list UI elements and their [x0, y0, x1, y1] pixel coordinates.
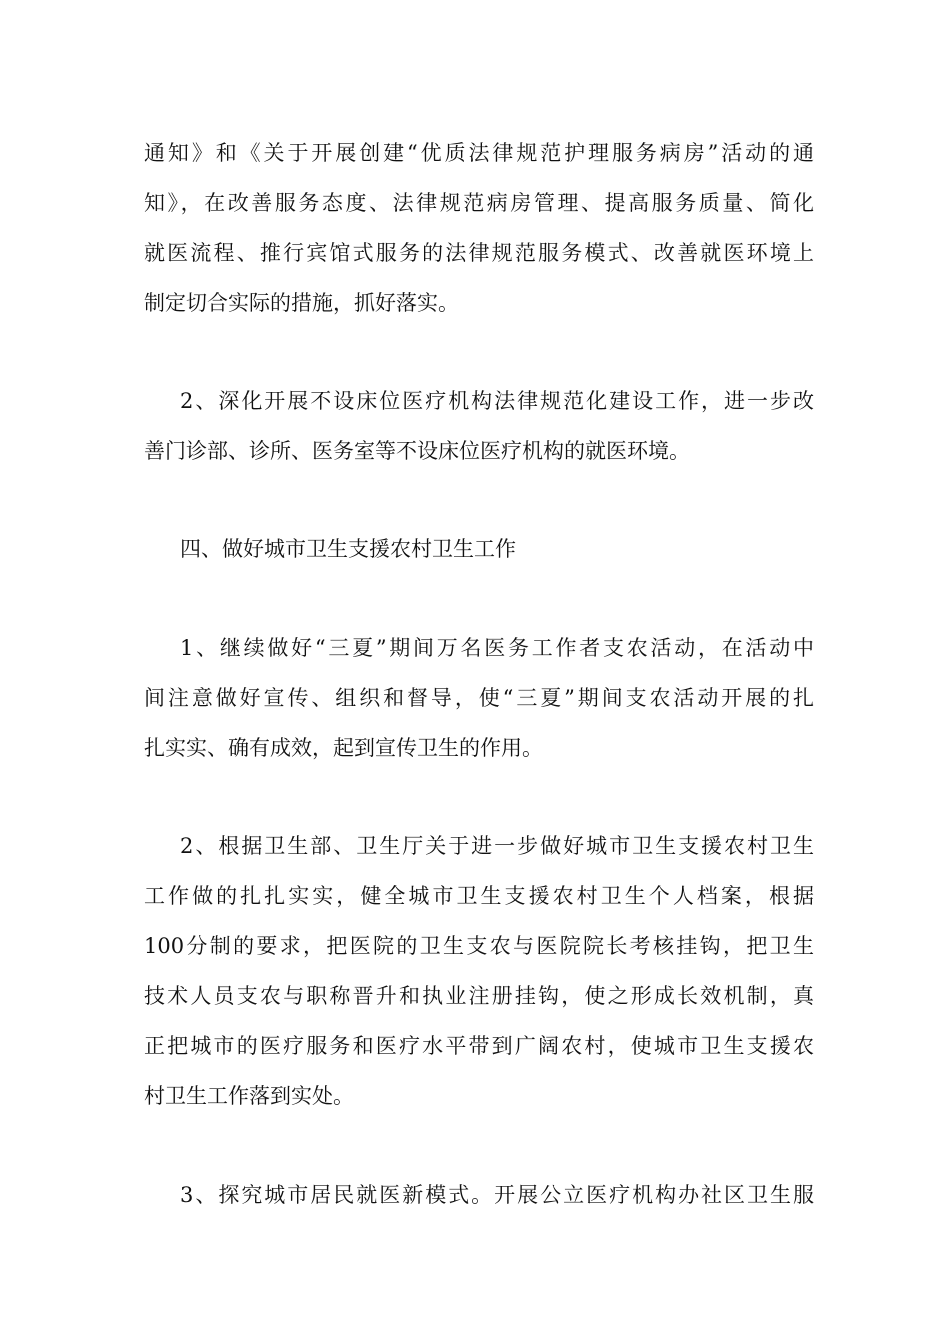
- paragraph-2-line-2: 善门诊部、诊所、医务室等不设床位医疗机构的就医环境。: [144, 439, 690, 463]
- section-heading: 四、做好城市卫生支援农村卫生工作: [180, 537, 516, 561]
- paragraph-5-line-1: 3、探究城市居民就医新模式。开展公立医疗机构办社区卫生服: [180, 1183, 814, 1207]
- paragraph-4-line-3: 100分制的要求，把医院的卫生支农与医院院长考核挂钩，把卫生: [144, 934, 814, 958]
- paragraph-4-line-4: 技术人员支农与职称晋升和执业注册挂钩，使之形成长效机制，真: [144, 984, 814, 1008]
- paragraph-1-line-1: 通知》和《关于开展创建“优质法律规范护理服务病房”活动的通: [144, 141, 814, 165]
- paragraph-1-line-2: 知》，在改善服务态度、法律规范病房管理、提高服务质量、简化: [144, 191, 814, 215]
- paragraph-4-line-5: 正把城市的医疗服务和医疗水平带到广阔农村，使城市卫生支援农: [144, 1034, 814, 1058]
- paragraph-2-line-1: 2、深化开展不设床位医疗机构法律规范化建设工作，进一步改: [180, 389, 814, 413]
- paragraph-4-line-2: 工作做的扎扎实实，健全城市卫生支援农村卫生个人档案，根据: [144, 884, 814, 908]
- paragraph-4-line-1: 2、根据卫生部、卫生厅关于进一步做好城市卫生支援农村卫生: [180, 834, 814, 858]
- paragraph-1-line-4: 制定切合实际的措施，抓好落实。: [144, 291, 459, 315]
- paragraph-1-line-3: 就医流程、推行宾馆式服务的法律规范服务模式、改善就医环境上: [144, 241, 814, 265]
- paragraph-3-line-1: 1、继续做好“三夏”期间万名医务工作者支农活动，在活动中: [180, 636, 814, 660]
- paragraph-4-line-6: 村卫生工作落到实处。: [144, 1084, 354, 1108]
- paragraph-3-line-3: 扎实实、确有成效，起到宣传卫生的作用。: [144, 736, 543, 760]
- paragraph-3-line-2: 间注意做好宣传、组织和督导，使“三夏”期间支农活动开展的扎: [144, 686, 814, 710]
